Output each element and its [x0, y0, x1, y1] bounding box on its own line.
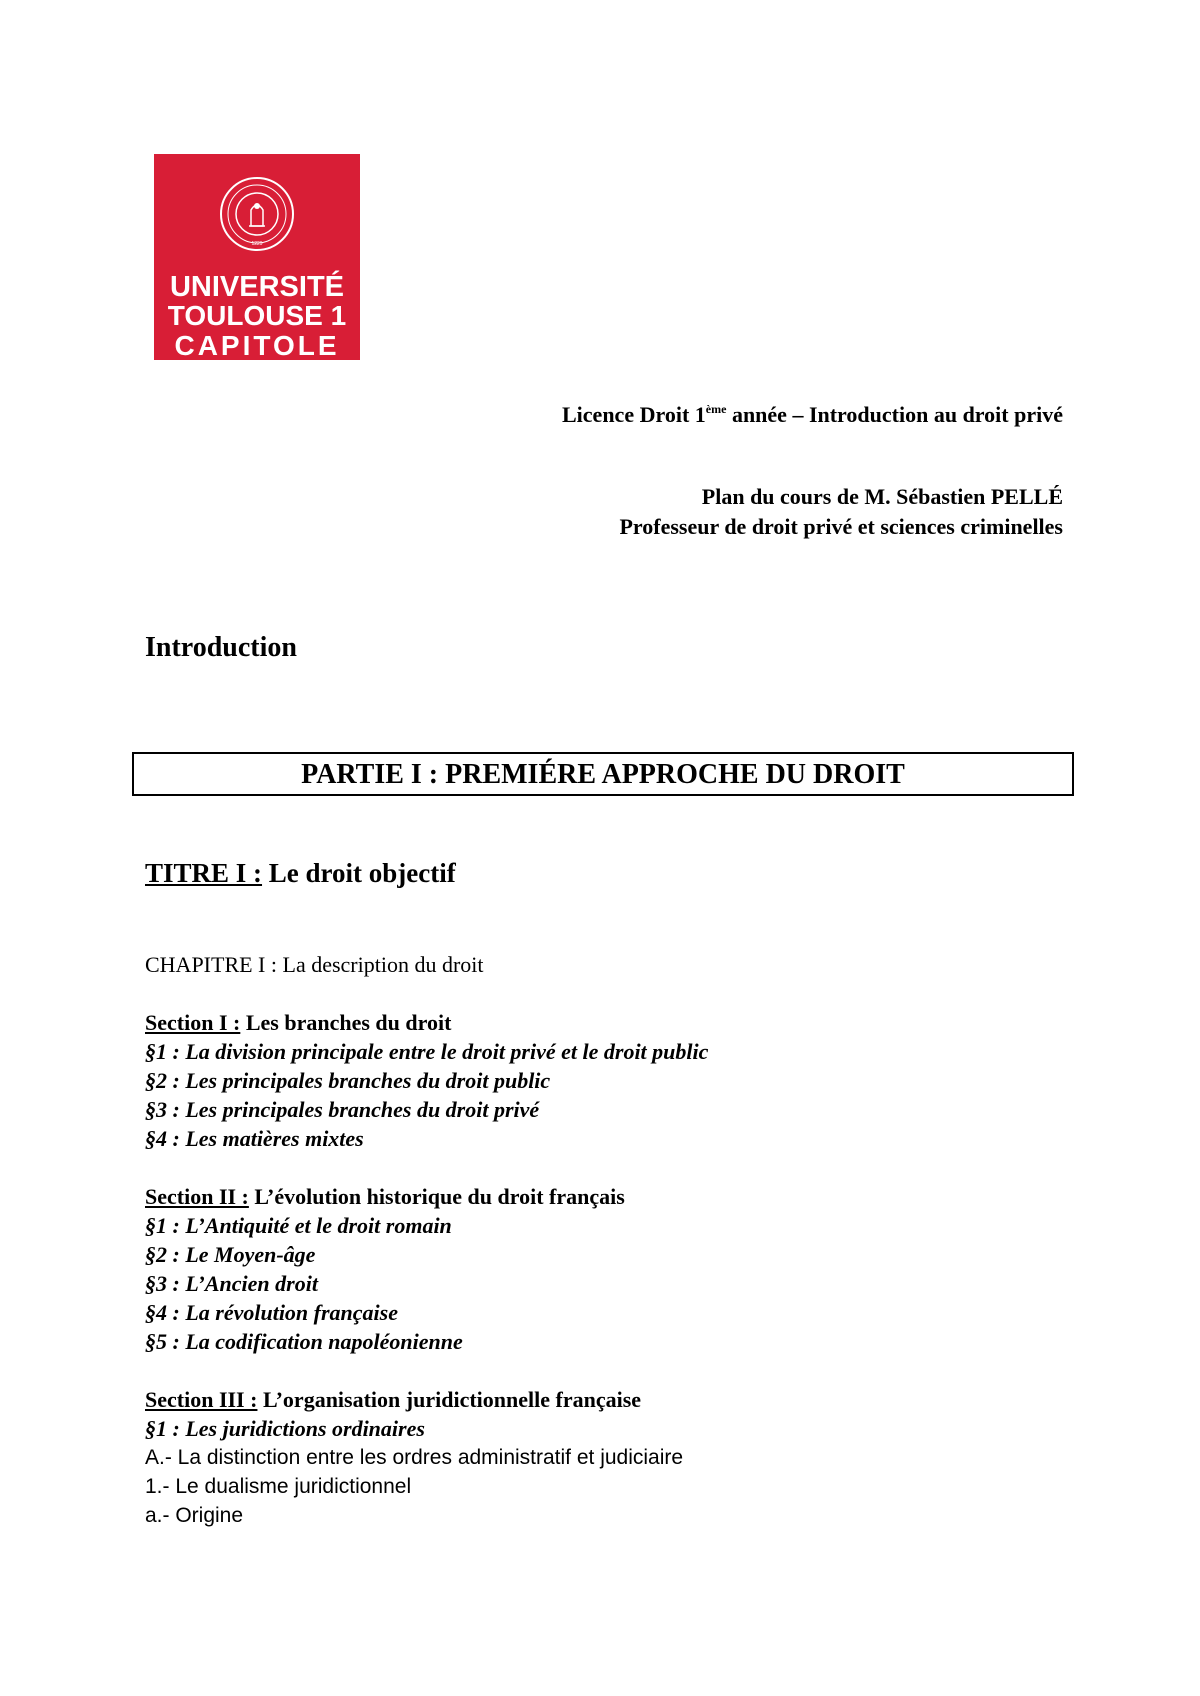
course-suffix: année – Introduction au droit privé — [726, 402, 1063, 427]
seal-year: 1229 — [251, 241, 263, 247]
list-item: §1 : Les juridictions ordinaires — [145, 1416, 425, 1441]
section-heading — [145, 1385, 708, 1414]
titre-label: TITRE I : — [145, 858, 263, 888]
intro-heading: Introduction — [145, 632, 297, 663]
list-item: §4 : Les matières mixtes — [145, 1126, 364, 1151]
list-item: §4 : La révolution française — [145, 1300, 398, 1325]
logo-text-universite: UNIVERSITÉ — [169, 271, 345, 303]
logo-text-toulouse: TOULOUSE 1 — [167, 300, 347, 331]
course-prefix: Licence Droit 1 — [562, 402, 706, 427]
list-item: §3 : L’Ancien droit — [145, 1271, 318, 1296]
list-item: §2 : Les principales branches du droit public — [145, 1068, 551, 1093]
titre-text: Le droit objectif — [262, 858, 456, 888]
list-item: §3 : Les principales branches du droit privé — [145, 1097, 540, 1122]
section-title: L’évolution historique du droit français — [248, 1184, 625, 1209]
university-logo — [154, 154, 360, 360]
titre-heading — [145, 858, 456, 889]
section-title: Les branches du droit — [240, 1010, 452, 1035]
section-heading — [145, 1008, 708, 1037]
list-item: §1 : La division principale entre le droit privé et le droit public — [145, 1039, 709, 1064]
section-label: Section III : — [145, 1387, 258, 1412]
sub-item: a.- Origine — [145, 1504, 244, 1527]
sub-item: A.- La distinction entre les ordres administratif et judiciaire — [145, 1446, 684, 1469]
chapitre-heading: CHAPITRE I : La description du droit — [145, 952, 484, 977]
section-heading — [145, 1182, 708, 1211]
course-sup: ème — [705, 402, 727, 416]
list-item: §2 : Le Moyen-âge — [145, 1242, 316, 1267]
partie-title: PARTIE I : PREMIÉRE APPROCHE DU DROIT — [132, 752, 1074, 796]
plan-line: Plan du cours de M. Sébastien PELLÉ — [701, 484, 1063, 509]
course-title — [562, 396, 1063, 428]
list-item: §1 : L’Antiquité et le droit romain — [145, 1213, 452, 1238]
university-seal-icon — [219, 176, 295, 252]
section-label: Section I : — [145, 1010, 241, 1035]
sub-item: 1.- Le dualisme juridictionnel — [145, 1475, 412, 1498]
professor-line: Professeur de droit privé et sciences criminelles — [619, 514, 1063, 539]
section-label: Section II : — [145, 1184, 249, 1209]
plan-body — [145, 950, 708, 1530]
list-item: §5 : La codification napoléonienne — [145, 1329, 463, 1354]
section-title: L’organisation juridictionnelle française — [257, 1387, 642, 1412]
logo-text-capitole: CAPITOLE — [174, 330, 340, 361]
